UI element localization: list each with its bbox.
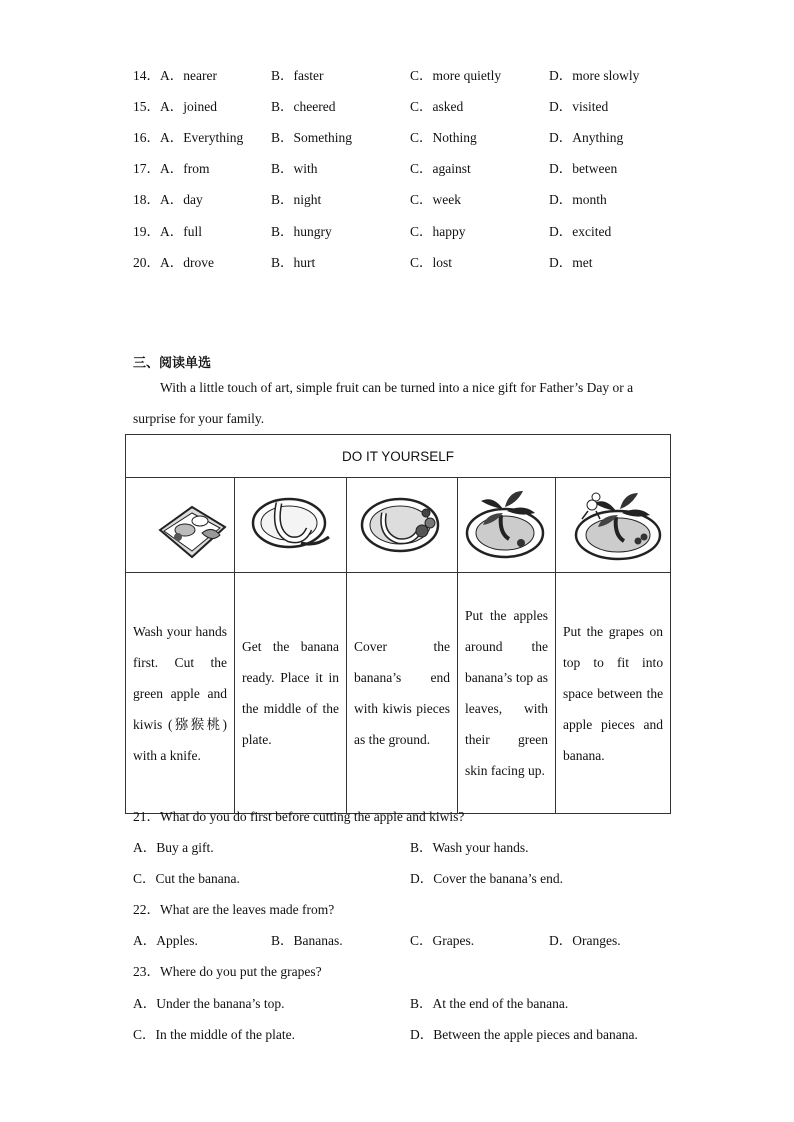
question-text: Where do you put the grapes?: [160, 964, 322, 979]
option-b[interactable]: B．hungry: [271, 224, 332, 239]
option-b[interactable]: B．At the end of the banana.: [410, 996, 569, 1011]
apple-leaves-picture: [458, 478, 556, 573]
step-4-text: Put the apples around the banana’s top as leaves, with their green skin facing up.: [465, 608, 548, 778]
step-5-text: Put the grapes on top to fit into space between the apple pieces and banana.: [563, 623, 664, 763]
question-number: 16．: [133, 130, 160, 145]
question-text: What are the leaves made from?: [160, 902, 335, 917]
question-number: 20．: [133, 255, 160, 270]
option-a[interactable]: A．full: [160, 224, 202, 239]
option-c[interactable]: C．happy: [410, 224, 466, 239]
option-d[interactable]: D．Between the apple pieces and banana.: [410, 1027, 638, 1042]
question-number: 22．: [133, 902, 160, 917]
option-b[interactable]: B．hurt: [271, 255, 316, 270]
question-number: 19．: [133, 224, 160, 239]
option-d[interactable]: D．Anything: [549, 130, 624, 145]
question-text: What do you do first before cutting the apple and kiwis?: [160, 809, 465, 824]
option-a[interactable]: A．Everything: [160, 130, 244, 145]
banana-plate-picture: [235, 478, 347, 573]
option-d[interactable]: D．excited: [549, 224, 612, 239]
step-1-text: Wash your hands first. Cut the green apple and kiwis (猕猴桃) with a knife.: [133, 623, 227, 763]
question-number: 17．: [133, 161, 160, 176]
option-a[interactable]: A．Under the banana’s top.: [133, 996, 285, 1011]
question-23-stem: [133, 962, 322, 982]
question-21-stem: [133, 807, 464, 827]
option-d[interactable]: D．visited: [549, 99, 609, 114]
option-b[interactable]: B．with: [271, 161, 318, 176]
step-5-cell: [556, 573, 671, 814]
step-2-cell: [235, 573, 347, 814]
step-3-text: Cover the banana’s end with kiwis pieces as the ground.: [354, 639, 450, 747]
option-a[interactable]: A．from: [160, 161, 210, 176]
question-number: 14．: [133, 68, 160, 83]
option-d[interactable]: D．Oranges.: [549, 933, 621, 948]
kiwi-plate-picture: [347, 478, 458, 573]
option-c[interactable]: C．lost: [410, 255, 453, 270]
question-number: 18．: [133, 192, 160, 207]
grapes-top-picture: [556, 478, 671, 573]
option-c[interactable]: C．In the middle of the plate.: [133, 1027, 295, 1042]
option-c[interactable]: C．Cut the banana.: [133, 871, 240, 886]
option-a[interactable]: A．nearer: [160, 68, 217, 83]
intro-line-2: surprise for your family.: [133, 411, 265, 426]
question-number: 21．: [133, 809, 160, 824]
option-a[interactable]: A．drove: [160, 255, 214, 270]
option-c[interactable]: C．more quietly: [410, 68, 502, 83]
option-d[interactable]: D．more slowly: [549, 68, 640, 83]
option-d[interactable]: D．between: [549, 161, 618, 176]
option-b[interactable]: B．Something: [271, 130, 353, 145]
option-d[interactable]: D．month: [549, 192, 607, 207]
question-22-stem: [133, 900, 334, 920]
section-title: 三、阅读单选: [133, 356, 212, 371]
intro-line-1: With a little touch of art, simple fruit can be turned into a nice gift for Father’s Day or a: [160, 380, 634, 395]
cut-fruit-picture: [126, 478, 235, 573]
option-c[interactable]: C．against: [410, 161, 471, 176]
option-c[interactable]: C．week: [410, 192, 461, 207]
option-d[interactable]: D．met: [549, 255, 593, 270]
question-number: 23．: [133, 964, 160, 979]
option-a[interactable]: A．day: [160, 192, 203, 207]
option-d[interactable]: D．Cover the banana’s end.: [410, 871, 563, 886]
option-a[interactable]: A．Buy a gift.: [133, 840, 214, 855]
option-b[interactable]: B．Wash your hands.: [410, 840, 529, 855]
diy-table-title: DO IT YOURSELF: [126, 435, 671, 478]
option-b[interactable]: B．night: [271, 192, 322, 207]
option-b[interactable]: B．faster: [271, 68, 324, 83]
option-c[interactable]: C．asked: [410, 99, 464, 114]
diy-table: [125, 434, 671, 814]
option-c[interactable]: C．Nothing: [410, 130, 477, 145]
option-a[interactable]: A．Apples.: [133, 933, 198, 948]
step-2-text: Get the banana ready. Place it in the middle of the plate.: [242, 639, 339, 747]
question-number: 15．: [133, 99, 160, 114]
option-c[interactable]: C．Grapes.: [410, 933, 475, 948]
option-a[interactable]: A．joined: [160, 99, 217, 114]
option-b[interactable]: B．Bananas.: [271, 933, 343, 948]
step-3-cell: [347, 573, 458, 814]
step-4-cell: [458, 573, 556, 814]
option-b[interactable]: B．cheered: [271, 99, 336, 114]
step-1-cell: [126, 573, 235, 814]
